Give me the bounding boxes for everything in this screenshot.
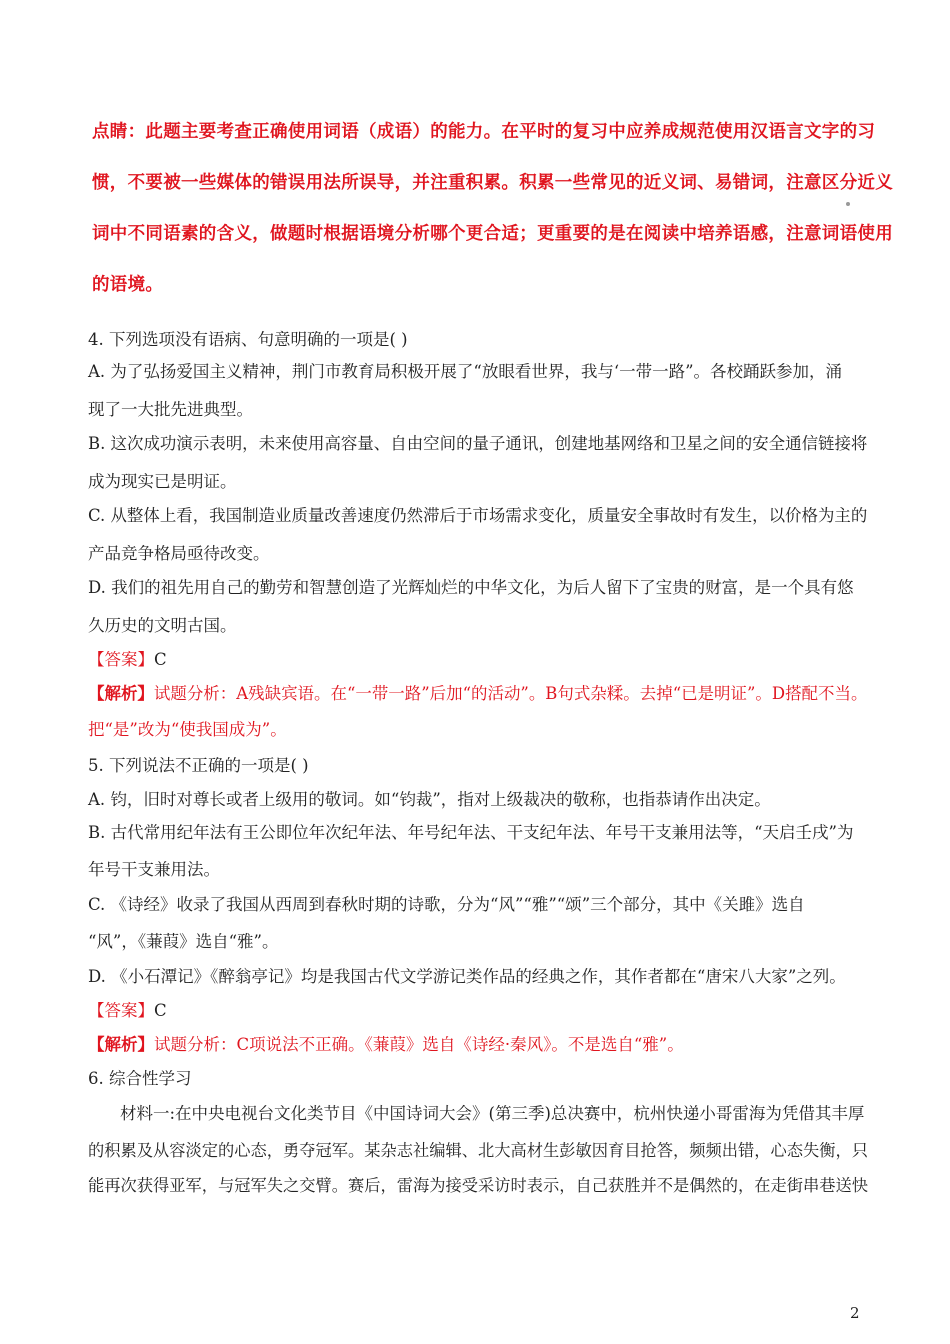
q6-material-line-2: 的积累及从容淡定的心态，勇夺冠军。某杂志社编辑、北大高材生彭敏因育目抢答，频频出错，心态失衡，只 — [88, 1141, 868, 1160]
q4-analysis-tag: 【解析】 — [88, 684, 154, 703]
q4-answer-value: C — [154, 650, 167, 669]
stray-mark — [846, 202, 850, 206]
note-line-3: 词中不同语素的含义，做题时根据语境分析哪个更合适；更重要的是在阅读中培养语感，注意词语使用 — [92, 224, 893, 244]
note-line-1: 点睛：此题主要考查正确使用词语（成语）的能力。在平时的复习中应养成规范使用汉语言文字的习 — [92, 122, 876, 142]
q5-answer-tag: 【答案】 — [88, 1001, 154, 1020]
q5-option-b: B. 古代常用纪年法有王公即位年次纪年法、年号纪年法、干支纪年法、年号干支兼用法等，“天启壬戌”为 — [88, 823, 854, 842]
q5-stem: 5. 下列说法不正确的一项是( ) — [88, 756, 309, 775]
q4-analysis-cont: 把“是”改为“使我国成为”。 — [88, 720, 287, 739]
q4-option-a: A. 为了弘扬爱国主义精神，荆门市教育局积极开展了“放眼看世界，我与‘一带一路”。各校踊跃参加，涌 — [88, 362, 843, 381]
q5-analysis-text: 试题分析：C项说法不正确。《蒹葭》选自《诗经·秦风》。不是选自“雅”。 — [154, 1035, 684, 1054]
q6-material-line-1: 材料一:在中央电视台文化类节目《中国诗词大会》(第三季)总决赛中，杭州快递小哥雷海为凭借其丰厚 — [120, 1104, 865, 1123]
q4-option-c: C. 从整体上看，我国制造业质量改善速度仍然滞后于市场需求变化，质量安全事故时有发生，以价格为主的 — [88, 506, 868, 525]
q4-option-a-cont: 现了一大批先进典型。 — [88, 400, 253, 419]
q5-answer-value: C — [154, 1001, 167, 1020]
q4-answer-tag: 【答案】 — [88, 650, 154, 669]
q4-analysis-text: 试题分析：A残缺宾语。在“一带一路”后加“的活动”。B句式杂糅。去掉“已是明证”。D搭配不当。 — [153, 684, 868, 703]
q4-option-d: D. 我们的祖先用自己的勤劳和智慧创造了光辉灿烂的中华文化，为后人留下了宝贵的财富，是一个具有悠 — [88, 578, 854, 597]
q5-analysis-tag: 【解析】 — [88, 1035, 154, 1054]
q5-option-a: A. 钧，旧时对尊长或者上级用的敬词。如“钧裁”，指对上级裁决的敬称，也指恭请作出决定。 — [88, 790, 771, 809]
page-number: 2 — [850, 1304, 860, 1322]
q6-material-line-3: 能再次获得亚军，与冠军失之交臂。赛后，雷海为接受采访时表示，自己获胜并不是偶然的，在走街串巷送快 — [88, 1176, 868, 1195]
q4-option-b: B. 这次成功演示表明，未来使用高容量、自由空间的量子通讯，创建地基网络和卫星之间的安全通信链接将 — [88, 434, 868, 453]
q4-option-b-cont: 成为现实已是明证。 — [88, 472, 237, 491]
q5-answer — [88, 1001, 167, 1021]
q5-option-b-cont: 年号干支兼用法。 — [88, 860, 220, 879]
q5-option-c: C. 《诗经》收录了我国从西周到春秋时期的诗歌，分为“风”“雅”“颂”三个部分，其中《关雎》选自 — [88, 895, 805, 914]
q4-answer — [88, 650, 167, 670]
q4-stem: 4. 下列选项没有语病、句意明确的一项是( ) — [88, 330, 408, 349]
q5-option-c-cont: “风”，《蒹葭》选自“雅”。 — [88, 932, 279, 951]
q4-option-c-cont: 产品竞争格局亟待改变。 — [88, 544, 270, 563]
note-line-4: 的语境。 — [92, 275, 164, 295]
q5-analysis — [88, 1035, 684, 1055]
q4-option-d-cont: 久历史的文明古国。 — [88, 616, 237, 635]
q4-analysis — [88, 684, 867, 704]
note-line-2: 惯，不要被一些媒体的错误用法所误导，并注重积累。积累一些常见的近义词、易错词，注意区分近义 — [92, 173, 893, 193]
q6-stem: 6. 综合性学习 — [88, 1069, 192, 1088]
q5-option-d: D. 《小石潭记》《醉翁亭记》均是我国古代文学游记类作品的经典之作，其作者都在“唐宋八大家”之列。 — [88, 967, 846, 986]
